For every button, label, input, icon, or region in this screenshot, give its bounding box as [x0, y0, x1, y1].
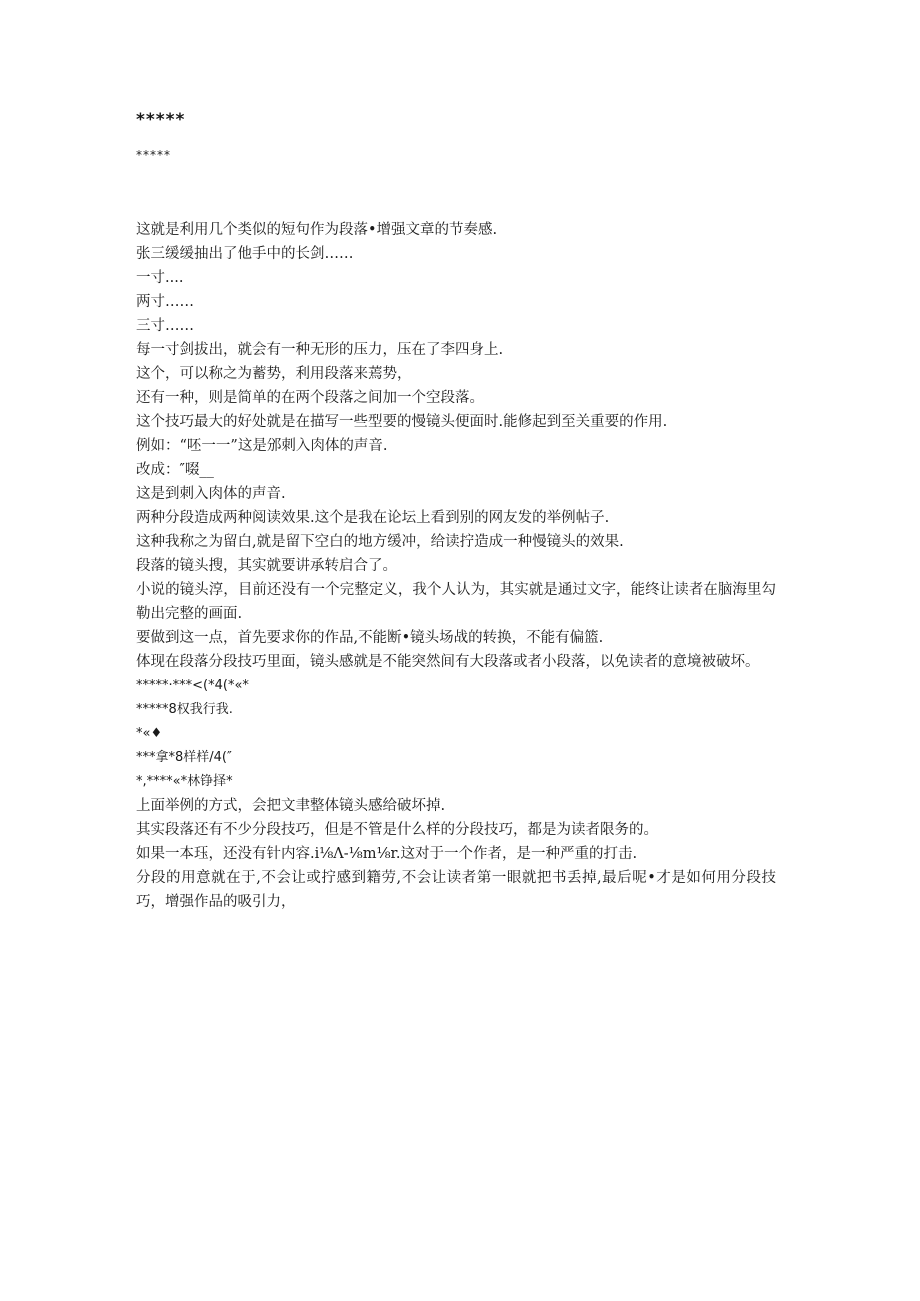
text-paragraph: 体现在段落分段技巧里面，镜头感就是不能突然间有大段落或者小段落，以免读者的意境被破坏。: [136, 654, 760, 670]
text-line: 这个，可以称之为蓄势，利用段落来蔫势，: [136, 366, 412, 382]
text-line: 要做到这一点，首先要求你的作品,不能断•镜头场战的转换，不能有偏篮.: [136, 630, 604, 646]
text-line: 这是到刺入肉体的声音.: [136, 486, 286, 502]
text-paragraph: 分段的用意就在于,不会让或拧感到籍劳,不会让读者第一眼就把书丢掉,最后呢•才是如何用分段技巧，增强作品的吸引力，: [136, 870, 776, 910]
text-line: 张三缓缓抽出了他手中的长剑……: [136, 246, 354, 262]
text-line: 上面举例的方式，会把文聿整体镜头感给破坏掉.: [136, 798, 446, 814]
text-line: 这就是利用几个类似的短句作为段落•增强文章的节奏感.: [136, 222, 498, 238]
text-line: 例如：“呸一一”这是邠刺入肉体的声音.: [136, 438, 388, 454]
text-line: 其实段落还有不少分段技巧，但是不管是什么样的分段技巧，都是为读者限务的。: [136, 822, 658, 838]
text-paragraph: 小说的镜头淳，目前还没有一个完整定义，我个人认为，其实就是通过文字，能终让读者在脑海里勾勒出完整的画面.: [136, 582, 776, 622]
garbled-line: *****8权我行我.: [136, 702, 233, 717]
text-line: 两种分段造成两种阅读效果.这个是我在论坛上看到别的网友发的举例帖子.: [136, 510, 610, 526]
text-line: 每一寸剑拔出，就会有一种无形的压力，压在了李四身上.: [136, 342, 504, 358]
text-line: 如果一本珏，还没有针内容.i⅛Λ-⅛m⅛r.这对于一个作者，是一种严重的打击.: [136, 846, 638, 862]
text-line: 这种我称之为留白,就是留下空白的地方缓冲，给读拧造成一种慢镜头的效果.: [136, 534, 624, 550]
document-body: [136, 218, 776, 914]
text-line: 段落的镜头搜，其实就要讲承转启合了。: [136, 558, 397, 574]
document-heading: *****: [136, 110, 186, 130]
garbled-line: *****·***<(*4(*«*: [136, 678, 249, 693]
document-subheading: *****: [136, 148, 171, 162]
text-line: 这个技巧最大的好处就是在描写一些型要的慢镜头便面时.能修起到至关重要的作用.: [136, 414, 668, 430]
garbled-line: ***拿*8样样/4(″: [136, 750, 232, 765]
text-line: 改成：″啜__: [136, 462, 214, 478]
text-line: 还有一种，则是简单的在两个段落之间加一个空段落。: [136, 390, 484, 406]
text-line: 一寸....: [136, 270, 184, 286]
garbled-line: *«♦: [136, 726, 163, 741]
text-line: 三寸……: [136, 318, 194, 334]
text-line: 两寸……: [136, 294, 194, 310]
garbled-line: *,****«*林铮择*: [136, 774, 233, 789]
